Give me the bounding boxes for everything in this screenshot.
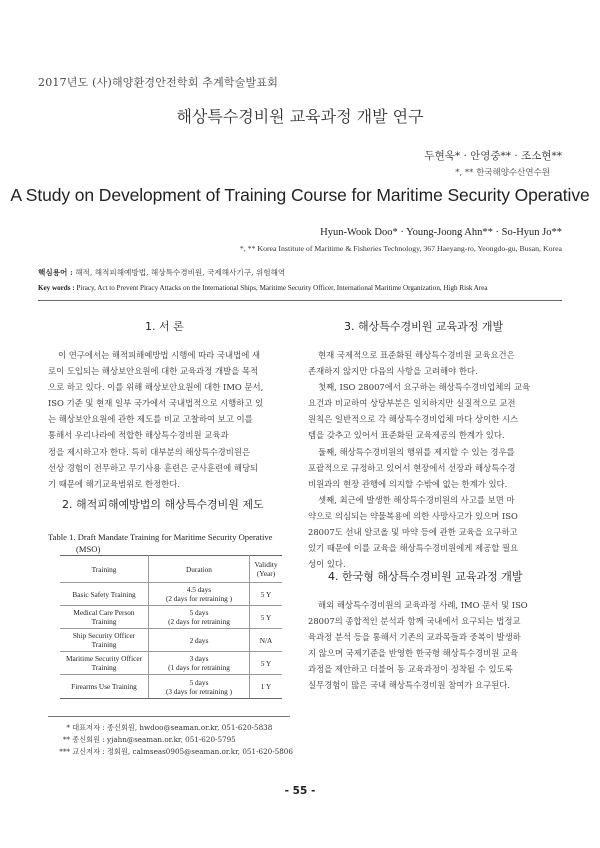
cell-text: Firearms Use Training [71, 682, 137, 691]
cell-text: Medical Care Person [73, 608, 135, 617]
keywords-english [38, 284, 488, 292]
table-1-caption-line: (MSO) [76, 544, 101, 554]
section-3-line: 원칙은 일반적으로 각 해상특수경비업체 마다 상이한 시스 [308, 414, 519, 425]
section-3-line: 셋째, 최근에 발생한 해상특수경비원의 사고를 보면 마 [318, 494, 515, 505]
table-row [60, 675, 282, 699]
footnote-text: 종신회원 : yjahn@seaman.or.kr, 051-620-5795 [72, 735, 236, 744]
section-1-line: 으로 하고 있다. 이를 위해 해상보안요원에 대한 IMO 문서, [48, 382, 264, 393]
footnote [56, 722, 293, 734]
conference-header: 2017년도 (사)해양환경안전학회 추계학술발표회 [38, 76, 279, 89]
section-1-line: 선상 경험이 전무하고 무기사용 훈련은 군사훈련에 해당되 [48, 462, 259, 473]
section-3-heading: 3. 해상특수경비원 교육과정 개발 [344, 320, 504, 333]
footnote [56, 734, 293, 746]
keywords-korean [38, 267, 285, 278]
cell-duration [149, 629, 250, 652]
section-1-line: 로이 도입되는 해상보안요원에 대한 교육과정 개발을 목적 [48, 366, 259, 377]
header-duration: Duration [149, 556, 250, 583]
authors-english: Hyun-Wook Doo* · Young-Joong Ahn** · So-Hyun Jo** [320, 227, 562, 238]
cell-validity: N/A [250, 629, 283, 652]
authors-korean: 두현욱* · 안영중** · 조소현** [424, 150, 562, 162]
cell-text: Basic Safety Training [72, 589, 136, 599]
table-row [60, 629, 282, 652]
cell-text: 2 days [189, 635, 209, 645]
section-1-line: 통해서 우리나라에 적합한 해상특수경비원 교육과 [48, 430, 229, 441]
table-1-caption-line: Table 1. Draft Mandate Training for Maritime Security Operative [48, 532, 273, 542]
section-3-line: 요건과 비교하여 상당부분은 일치하지만 실질적으로 교전 [308, 398, 516, 409]
table-row [60, 652, 282, 675]
cell-text: 5 days [189, 677, 209, 687]
training-table [60, 555, 282, 699]
section-4-body [308, 597, 552, 694]
cell-training [60, 629, 149, 652]
section-3-line: 약으로 의심되는 약물복용에 의한 사망사고가 있으며 ISO [308, 510, 518, 521]
section-1-heading: 1. 서 론 [145, 320, 184, 333]
footnote-divider [48, 716, 290, 717]
section-3-body [308, 347, 552, 572]
cell-duration [149, 583, 250, 606]
section-4-heading: 4. 한국형 해상특수경비원 교육과정 개발 [328, 570, 523, 583]
section-4-line: 육과정 분석 등을 통해서 기존의 교과목들과 중복이 발생하 [308, 632, 521, 643]
cell-text: (1 days for retraining [168, 663, 230, 672]
keywords-korean-text: 해적, 해적피해예방법, 해상특수경비원, 국제해사기구, 위험해역 [75, 268, 286, 277]
section-1-line: 정을 제시하고자 한다. 특히 대부분의 해상특수경비원은 [48, 446, 251, 457]
section-3-line: 있기 때문에 이를 교육을 해상특수경비원에게 제공할 필요 [308, 543, 519, 554]
section-1-line: 는 해상보안요원에 관한 제도를 비교 고찰하여 보고 이를 [48, 414, 253, 425]
paper-title-korean: 해상특수경비원 교육과정 개발 연구 [176, 107, 424, 126]
section-4-line: 과정을 제안하고 더불어 동 교육과정이 정착될 수 있도록 [308, 664, 513, 675]
section-4-line: 지 않으며 국제기준을 반영한 한국형 해상특수경비원 교육 [308, 648, 519, 659]
section-3-line: 현재 국제적으로 표준화된 해상특수경비원 교육요건은 [318, 350, 515, 360]
cell-training [60, 583, 149, 606]
cell-duration [149, 675, 250, 699]
cell-validity: 5 Y [250, 606, 283, 629]
header-validity [250, 556, 283, 583]
cell-validity: 5 Y [250, 583, 283, 606]
section-1-line: 기 때문에 해기교육범위로 한정한다. [48, 478, 181, 489]
section-3-line: 포괄적으로 규정하고 있어서 현장에서 선장과 해상특수경 [308, 462, 516, 473]
section-3-line: 28007도 선내 알코올 및 마약 등에 관한 교육을 요구하고 [308, 527, 518, 538]
cell-text: (3 days for retraining ) [165, 686, 233, 696]
cell-duration [149, 652, 250, 675]
section-3-line: 템을 갖추고 있어서 표준화된 교육제공의 한계가 있다. [308, 430, 505, 441]
table-row [60, 583, 282, 606]
affiliation-english: *, ** Korea Institute of Maritime & Fisheries Technology, 367 Haeyang-ro, Yeongdo-gu, Busan, Korea [239, 244, 562, 253]
table-header-row [60, 556, 282, 583]
cell-text: 4.5 days [186, 585, 212, 594]
keywords-korean-label: 핵심용어 : [38, 268, 73, 277]
cell-validity: 5 Y [250, 652, 283, 675]
cell-text: 5 days [189, 608, 209, 617]
cell-text: Ship Security Officer [72, 631, 136, 640]
cell-text: Training [91, 617, 117, 626]
section-1-line: ISO 기준 및 현재 일부 국가에서 국내법적으로 시행하고 있 [48, 398, 264, 409]
cell-text: (2 days for retraining ) [165, 594, 233, 603]
keywords-divider [38, 300, 562, 301]
cell-text: Maritime Security Officer [65, 654, 143, 663]
paper-title-english: A Study on Development of Training Course for Maritime Security Operative [10, 185, 590, 205]
cell-text: Training [91, 640, 117, 649]
header-training: Training [60, 556, 149, 583]
cell-training [60, 652, 149, 675]
cell-training [60, 606, 149, 629]
footnote-text: 교신저자 : 정회원, calmseas0905@seaman.or.kr, 051-620-5806 [72, 747, 293, 756]
cell-text: 3 days [189, 654, 209, 663]
section-4-line: 28007의 종합적인 분석과 함께 국내에서 요구되는 법정교 [308, 616, 521, 627]
footnotes [56, 722, 293, 758]
cell-text: Training [91, 663, 117, 672]
section-1-line: 이 연구에서는 해적피해예방법 시행에 따라 국내법에 새 [58, 350, 261, 360]
section-3-line: 첫째, ISO 28007에서 요구하는 해상특수경비업체의 교육 [318, 382, 531, 393]
cell-duration [149, 606, 250, 629]
affiliation-korean: *, ** 한국해양수산연수원 [455, 168, 550, 178]
header-validity-line: Validity [254, 560, 278, 569]
cell-training [60, 675, 149, 699]
keywords-english-label: Key words : [38, 284, 75, 292]
table-1-caption [48, 531, 293, 555]
section-2-heading: 2. 해적피해예방법의 해상특수경비원 제도 [62, 498, 264, 511]
keywords-english-text: Piracy, Act to Prevent Piracy Attacks on the International Ships, Maritime Security Officer, International Maritime Organization, High Risk Area [76, 284, 488, 292]
table-row [60, 606, 282, 629]
section-3-line: 둘째, 해상특수경비원의 행위를 제지할 수 있는 경우를 [318, 446, 515, 457]
footnote-mark: * [66, 723, 70, 732]
cell-validity: 1 Y [250, 675, 283, 699]
header-validity-line: (Year) [256, 569, 276, 578]
footnote-mark: ** [62, 735, 70, 744]
footnote [56, 746, 293, 758]
cell-text: (2 days for retraining [168, 617, 230, 626]
section-4-line: 해외 해상특수경비원의 교육과정 사례, IMO 문서 및 ISO [318, 600, 528, 610]
section-3-line: 성이 있다. [308, 559, 346, 570]
footnote-text: 대표저자 : 종신회원, hwdoo@seaman.or.kr, 051-620-5838 [72, 723, 273, 732]
section-3-line: 비원과의 현장 관행에 의지할 수밖에 없는 한계가 있다. [308, 478, 508, 489]
footnote-mark: *** [59, 747, 70, 756]
section-1-body [48, 347, 292, 492]
page-number: - 55 - [284, 785, 316, 797]
section-4-line: 실무경험이 많은 국내 해상특수경비원 참여가 요구된다. [308, 680, 511, 691]
section-3-line: 존재하지 않지만 다음의 사항을 고려해야 한다. [308, 366, 478, 377]
